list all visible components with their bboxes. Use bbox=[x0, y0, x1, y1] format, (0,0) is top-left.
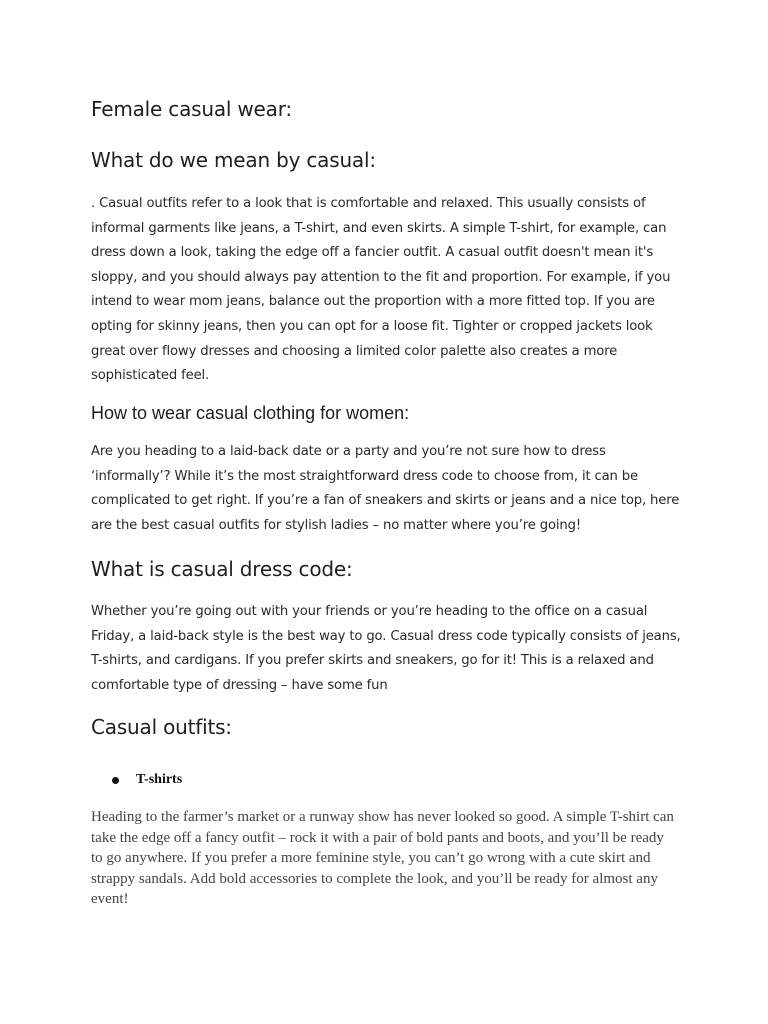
document-title: Female casual wear: bbox=[91, 97, 292, 121]
bullet-icon bbox=[112, 777, 119, 784]
list-item bbox=[112, 770, 182, 790]
heading-how-to-wear: How to wear casual clothing for women: bbox=[91, 403, 410, 423]
paragraph-tshirts: Heading to the farmer’s market or a runway show has never looked so good. A simple T-shirt can take the edge off a fancy outfit – rock it with a pair of bold pants and boots, and you’ll be ready to go anywhere. If you prefer a more feminine style, you can’t go wrong with a cute skirt and strappy sandals. Add bold accessories to complete the look, and you’ll be ready for almost any event! bbox=[91, 809, 674, 907]
paragraph-how-to-wear: Are you heading to a laid-back date or a party and you’re not sure how to dress ‘informally’? While it’s the most straightforward dress code to choose from, it can be complicated to get right. If you’re a fan of sneakers and skirts or jeans and a nice top, here are the best casual outfits for stylish ladies – no matter where you’re going! bbox=[91, 444, 680, 533]
list-item-label: T-shirts bbox=[136, 772, 183, 787]
heading-what-is-casual: What do we mean by casual: bbox=[91, 148, 376, 172]
paragraph-casual-definition: . Casual outfits refer to a look that is comfortable and relaxed. This usually consists of informal garments like jeans, a T-shirt, and even skirts. A simple T-shirt, for example, can dress down a look, taking the edge off a fancier outfit. A casual outfit doesn't mean it's sloppy, and you should always pay attention to the fit and proportion. For example, if you intend to wear mom jeans, balance out the proportion with a more fitted top. If you are opting for skinny jeans, then you can opt for a loose fit. Tighter or cropped jackets look great over flowy dresses and choosing a limited color palette also creates a more sophisticated feel. bbox=[91, 196, 671, 384]
heading-casual-outfits: Casual outfits: bbox=[91, 715, 232, 739]
paragraph-dress-code: Whether you’re going out with your friends or you’re heading to the office on a casual Friday, a laid-back style is the best way to go. Casual dress code typically consists of jeans, T-shirts, and cardigans. If you prefer skirts and sneakers, go for it! This is a relaxed and comfortable type of dressing – have some fun bbox=[91, 604, 681, 693]
heading-dress-code: What is casual dress code: bbox=[91, 557, 353, 581]
